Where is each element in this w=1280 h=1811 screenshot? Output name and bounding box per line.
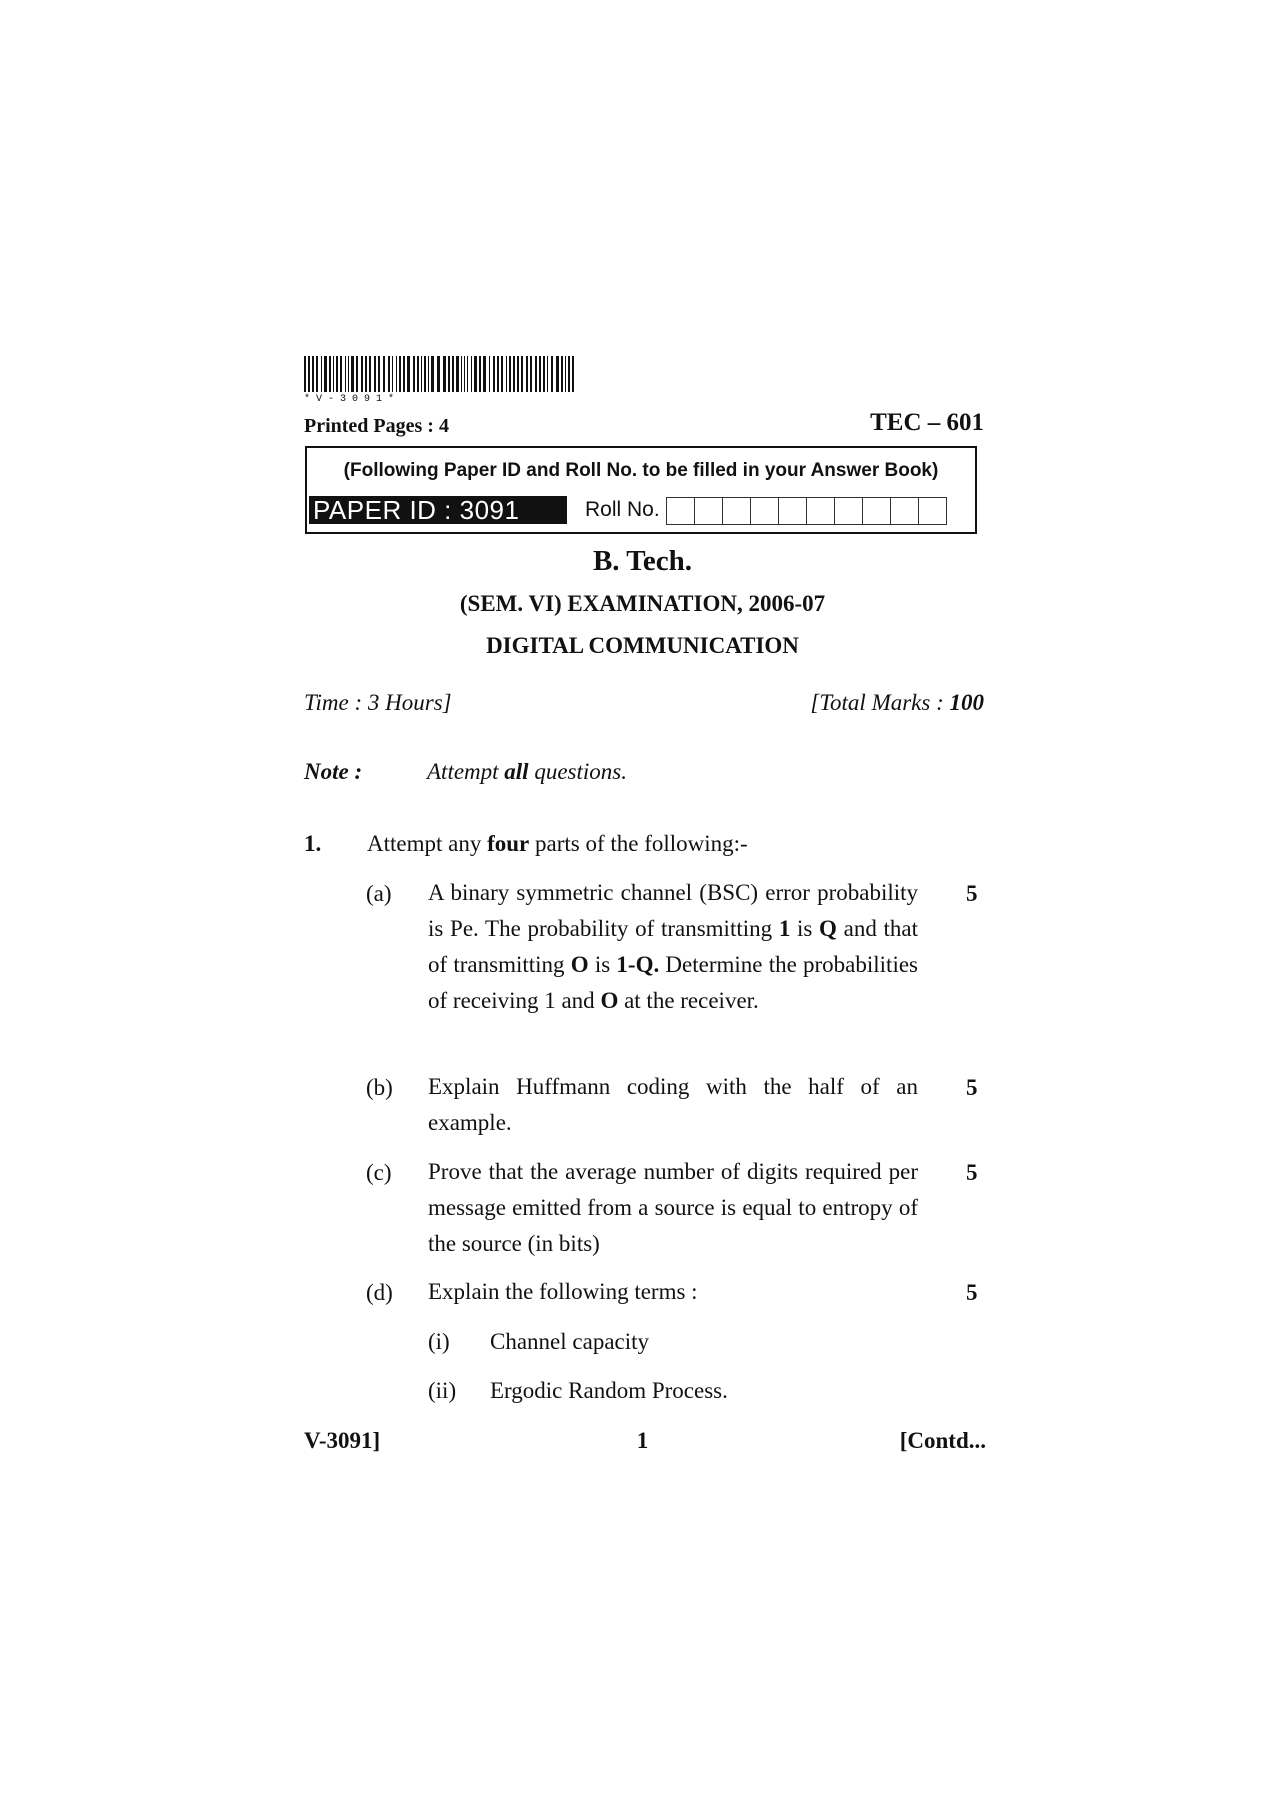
part-b-label: (b) [366, 1075, 393, 1100]
barcode-bar [535, 356, 537, 392]
barcode-bar [452, 356, 454, 392]
barcode-bar [471, 356, 472, 392]
barcode-bar [392, 356, 393, 392]
subject-title: DIGITAL COMMUNICATION [486, 633, 799, 658]
barcode-bar [501, 356, 503, 392]
roll-digit-box[interactable] [806, 497, 835, 525]
question-text-part: parts of the following:- [529, 831, 748, 856]
barcode-bar [333, 356, 334, 392]
barcode-bar [539, 356, 541, 392]
barcode-text [304, 394, 576, 405]
continued-marker: [Contd... [899, 1428, 986, 1453]
degree-title: B. Tech. [592, 545, 693, 577]
barcode-bar [407, 356, 410, 392]
barcode-bar [365, 356, 367, 392]
barcode-bar [461, 356, 462, 392]
part-a-segment-bold: O [600, 988, 619, 1013]
time-allowed: Time : 3 Hours] [304, 690, 452, 715]
part-d-text: Explain the following terms : [428, 1279, 698, 1304]
barcode-bar [356, 356, 358, 392]
barcode-bar [489, 356, 490, 392]
barcode-bar [526, 356, 528, 392]
barcode-bar [396, 356, 397, 392]
subitem-i-label: (i) [428, 1329, 450, 1354]
roll-no-boxes[interactable] [667, 497, 947, 525]
roll-no-label: Roll No. [585, 498, 660, 521]
barcode-bar [312, 356, 314, 392]
barcode-bar [336, 356, 338, 392]
note-text [427, 759, 627, 785]
barcode-bar [399, 356, 401, 392]
barcode-bar [474, 356, 477, 392]
roll-digit-box[interactable] [694, 497, 723, 525]
roll-digit-box[interactable] [834, 497, 863, 525]
barcode-bar [329, 356, 331, 392]
barcode-bar [316, 356, 318, 392]
part-a-label: (a) [366, 881, 392, 906]
part-a-segment: Determine the probabilities of receiving 1 and [428, 952, 918, 1013]
note-text-emphasis: all [504, 759, 529, 784]
barcode-bar [308, 356, 310, 392]
roll-digit-box[interactable] [890, 497, 919, 525]
barcode-bar [424, 356, 426, 392]
part-a-marks: 5 [966, 881, 978, 906]
part-a-segment-bold: 1 [778, 916, 791, 941]
paper-id-label: PAPER ID : 3091 [309, 496, 567, 524]
barcode-bar [421, 356, 422, 392]
part-c-marks: 5 [966, 1160, 978, 1185]
barcode-bar [467, 356, 468, 392]
total-marks-value: 100 [949, 690, 984, 715]
part-a-segment: and that of transmitting [428, 916, 918, 977]
barcode-bar [547, 356, 548, 392]
barcode-bar [483, 356, 486, 392]
barcode-bar [493, 356, 495, 392]
paper-id-box [305, 446, 977, 534]
roll-digit-box[interactable] [918, 497, 947, 525]
barcode-bar [497, 356, 499, 392]
total-marks [810, 690, 984, 716]
barcode-bar [348, 356, 349, 392]
barcode-bar [561, 356, 563, 392]
barcode-bar [556, 356, 559, 392]
barcode-bar [431, 356, 434, 392]
part-a-segment: at the receiver. [618, 988, 759, 1013]
barcode-bar [304, 356, 306, 392]
roll-digit-box[interactable] [778, 497, 807, 525]
footer-paper-code: V-3091] [304, 1428, 381, 1453]
barcode-bar [351, 356, 354, 392]
part-a-segment: is [588, 952, 617, 977]
question-instruction [367, 831, 748, 857]
barcode-bar [378, 356, 380, 392]
part-a-text [428, 875, 918, 1019]
barcode-bar [479, 356, 481, 392]
barcode-bar [324, 356, 327, 392]
barcode-bar [521, 356, 523, 392]
subitem-ii-label: (ii) [428, 1378, 457, 1403]
barcode-bar [464, 356, 465, 392]
id-instruction: (Following Paper ID and Roll No. to be filled in your Answer Book) [343, 460, 939, 481]
barcode-bar [530, 356, 532, 392]
barcode-bar [428, 356, 429, 392]
part-c-text: Prove that the average number of digits required per message emitted from a source is equal to entropy of the source (in bits) [428, 1159, 918, 1256]
barcode-bar [388, 356, 390, 392]
part-c-label: (c) [366, 1160, 392, 1185]
roll-digit-box[interactable] [666, 497, 695, 525]
barcode-bar [383, 356, 385, 392]
question-number: 1. [304, 831, 322, 856]
subitem-ii-text: Ergodic Random Process. [490, 1378, 728, 1403]
barcode-bar [345, 356, 346, 392]
barcode-bar [543, 356, 545, 392]
page-number: 1 [636, 1428, 649, 1453]
barcode-bar [513, 356, 515, 392]
barcode-bar [448, 356, 450, 392]
part-a-segment: is [790, 916, 820, 941]
barcode-bar [565, 356, 566, 392]
exam-title: (SEM. VI) EXAMINATION, 2006-07 [459, 591, 826, 616]
barcode-bar [437, 356, 440, 392]
barcode-bar [572, 356, 574, 392]
part-a-segment-bold: Q [819, 916, 837, 941]
roll-digit-box[interactable] [722, 497, 751, 525]
roll-digit-box[interactable] [862, 497, 891, 525]
barcode-bar [506, 356, 507, 392]
part-a-segment: A binary symmetric channel (BSC) error probability is Pe. The probability of transmitting [428, 880, 918, 941]
barcode-bar [361, 356, 363, 392]
roll-digit-box[interactable] [750, 497, 779, 525]
question-text-part: Attempt any [367, 831, 488, 856]
barcode-bar [568, 356, 570, 392]
note-text-part: questions. [528, 759, 627, 784]
barcode-bar [443, 356, 446, 392]
note-label: Note : [304, 759, 363, 784]
question-text-emphasis: four [487, 831, 530, 856]
barcode-bar [417, 356, 419, 392]
printed-pages: Printed Pages : 4 [304, 415, 449, 437]
barcode-bar [551, 356, 553, 392]
part-d-label: (d) [366, 1280, 393, 1305]
barcode-bar [321, 356, 322, 392]
barcode-bar [413, 356, 415, 392]
barcode-bar [517, 356, 519, 392]
paper-code: TEC – 601 [870, 409, 984, 436]
part-b-marks: 5 [966, 1075, 978, 1100]
barcode-bar [374, 356, 376, 392]
barcode-image [304, 356, 576, 392]
part-d-marks: 5 [966, 1280, 978, 1305]
part-a-segment-bold: 1-Q. [616, 952, 660, 977]
part-b-text: Explain Huffmann coding with the half of an example. [428, 1074, 918, 1135]
note-text-part: Attempt [427, 759, 505, 784]
barcode-bar [369, 356, 371, 392]
part-a-segment-bold: O [570, 952, 589, 977]
barcode-bar [456, 356, 459, 392]
barcode-bar [340, 356, 342, 392]
barcode-caption: * V - 3 0 9 1 * [304, 394, 395, 405]
barcode-bar [509, 356, 511, 392]
total-marks-label: [Total Marks : [810, 690, 950, 715]
barcode-bar [403, 356, 405, 392]
subitem-i-text: Channel capacity [490, 1329, 650, 1354]
